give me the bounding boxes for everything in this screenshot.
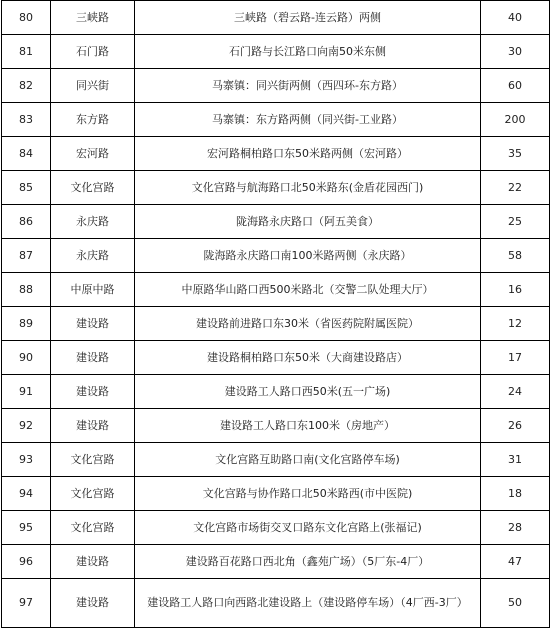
row-number: 84 <box>2 137 51 171</box>
road-name: 永庆路 <box>51 239 135 273</box>
row-number: 87 <box>2 239 51 273</box>
count-value: 30 <box>481 35 550 69</box>
table-row <box>2 341 550 375</box>
row-number: 93 <box>2 443 51 477</box>
count-value: 40 <box>481 1 550 35</box>
table-body <box>2 1 550 628</box>
table-row <box>2 511 550 545</box>
road-name: 文化宫路 <box>51 443 135 477</box>
row-number: 80 <box>2 1 51 35</box>
count-value: 31 <box>481 443 550 477</box>
location-description: 石门路与长江路口向南50米东侧 <box>135 35 481 69</box>
road-name: 东方路 <box>51 103 135 137</box>
count-value: 18 <box>481 477 550 511</box>
count-value: 200 <box>481 103 550 137</box>
row-number: 95 <box>2 511 51 545</box>
location-description: 文化宫路市场街交叉口路东文化宫路上(张福记) <box>135 511 481 545</box>
location-description: 三峡路（碧云路-连云路）两侧 <box>135 1 481 35</box>
road-name: 建设路 <box>51 375 135 409</box>
table-row <box>2 443 550 477</box>
location-description: 文化宫路与航海路口北50米路东(金盾花园西门) <box>135 171 481 205</box>
count-value: 25 <box>481 205 550 239</box>
location-description: 建设路工人路口向西路北建设路上（建设路停车场）（4厂西-3厂） <box>135 579 481 628</box>
road-name: 文化宫路 <box>51 171 135 205</box>
road-name: 建设路 <box>51 341 135 375</box>
road-name: 文化宫路 <box>51 511 135 545</box>
location-description: 建设路桐柏路口东50米（大商建设路店） <box>135 341 481 375</box>
road-name: 同兴街 <box>51 69 135 103</box>
table-row <box>2 205 550 239</box>
count-value: 50 <box>481 579 550 628</box>
count-value: 17 <box>481 341 550 375</box>
location-description: 中原路华山路口西500米路北（交警二队处理大厅） <box>135 273 481 307</box>
row-number: 82 <box>2 69 51 103</box>
count-value: 22 <box>481 171 550 205</box>
road-name: 三峡路 <box>51 1 135 35</box>
location-description: 文化宫路与协作路口北50米路西(市中医院) <box>135 477 481 511</box>
row-number: 90 <box>2 341 51 375</box>
location-description: 马寨镇：同兴街两侧（西四环-东方路） <box>135 69 481 103</box>
road-name: 中原中路 <box>51 273 135 307</box>
row-number: 88 <box>2 273 51 307</box>
location-description: 建设路工人路口东100米（房地产） <box>135 409 481 443</box>
count-value: 35 <box>481 137 550 171</box>
count-value: 26 <box>481 409 550 443</box>
location-description: 宏河路桐柏路口东50米路两侧（宏河路） <box>135 137 481 171</box>
road-name: 建设路 <box>51 545 135 579</box>
table-row <box>2 579 550 628</box>
table-row <box>2 1 550 35</box>
table-row <box>2 409 550 443</box>
road-name: 文化宫路 <box>51 477 135 511</box>
count-value: 12 <box>481 307 550 341</box>
row-number: 83 <box>2 103 51 137</box>
location-description: 建设路百花路口西北角（鑫苑广场）（5厂东-4厂） <box>135 545 481 579</box>
row-number: 85 <box>2 171 51 205</box>
row-number: 92 <box>2 409 51 443</box>
table-row <box>2 137 550 171</box>
table-row <box>2 477 550 511</box>
row-number: 81 <box>2 35 51 69</box>
table-row <box>2 307 550 341</box>
row-number: 97 <box>2 579 51 628</box>
road-name: 永庆路 <box>51 205 135 239</box>
table-row <box>2 35 550 69</box>
location-table <box>1 0 550 628</box>
road-name: 宏河路 <box>51 137 135 171</box>
location-description: 陇海路永庆路口南100米路两侧（永庆路） <box>135 239 481 273</box>
table-row <box>2 375 550 409</box>
count-value: 28 <box>481 511 550 545</box>
row-number: 86 <box>2 205 51 239</box>
count-value: 24 <box>481 375 550 409</box>
row-number: 89 <box>2 307 51 341</box>
count-value: 47 <box>481 545 550 579</box>
table-row <box>2 171 550 205</box>
table-row <box>2 545 550 579</box>
road-name: 建设路 <box>51 307 135 341</box>
road-name: 石门路 <box>51 35 135 69</box>
location-description: 马寨镇：东方路两侧（同兴街-工业路） <box>135 103 481 137</box>
location-description: 文化宫路互助路口南(文化宫路停车场) <box>135 443 481 477</box>
road-name: 建设路 <box>51 409 135 443</box>
table-row <box>2 273 550 307</box>
road-name: 建设路 <box>51 579 135 628</box>
row-number: 91 <box>2 375 51 409</box>
row-number: 94 <box>2 477 51 511</box>
count-value: 60 <box>481 69 550 103</box>
row-number: 96 <box>2 545 51 579</box>
table-row <box>2 239 550 273</box>
location-description: 建设路工人路口西50米(五一广场) <box>135 375 481 409</box>
table-row <box>2 103 550 137</box>
count-value: 58 <box>481 239 550 273</box>
location-description: 陇海路永庆路口（阿五美食） <box>135 205 481 239</box>
count-value: 16 <box>481 273 550 307</box>
table-row <box>2 69 550 103</box>
location-description: 建设路前进路口东30米（省医药院附属医院） <box>135 307 481 341</box>
